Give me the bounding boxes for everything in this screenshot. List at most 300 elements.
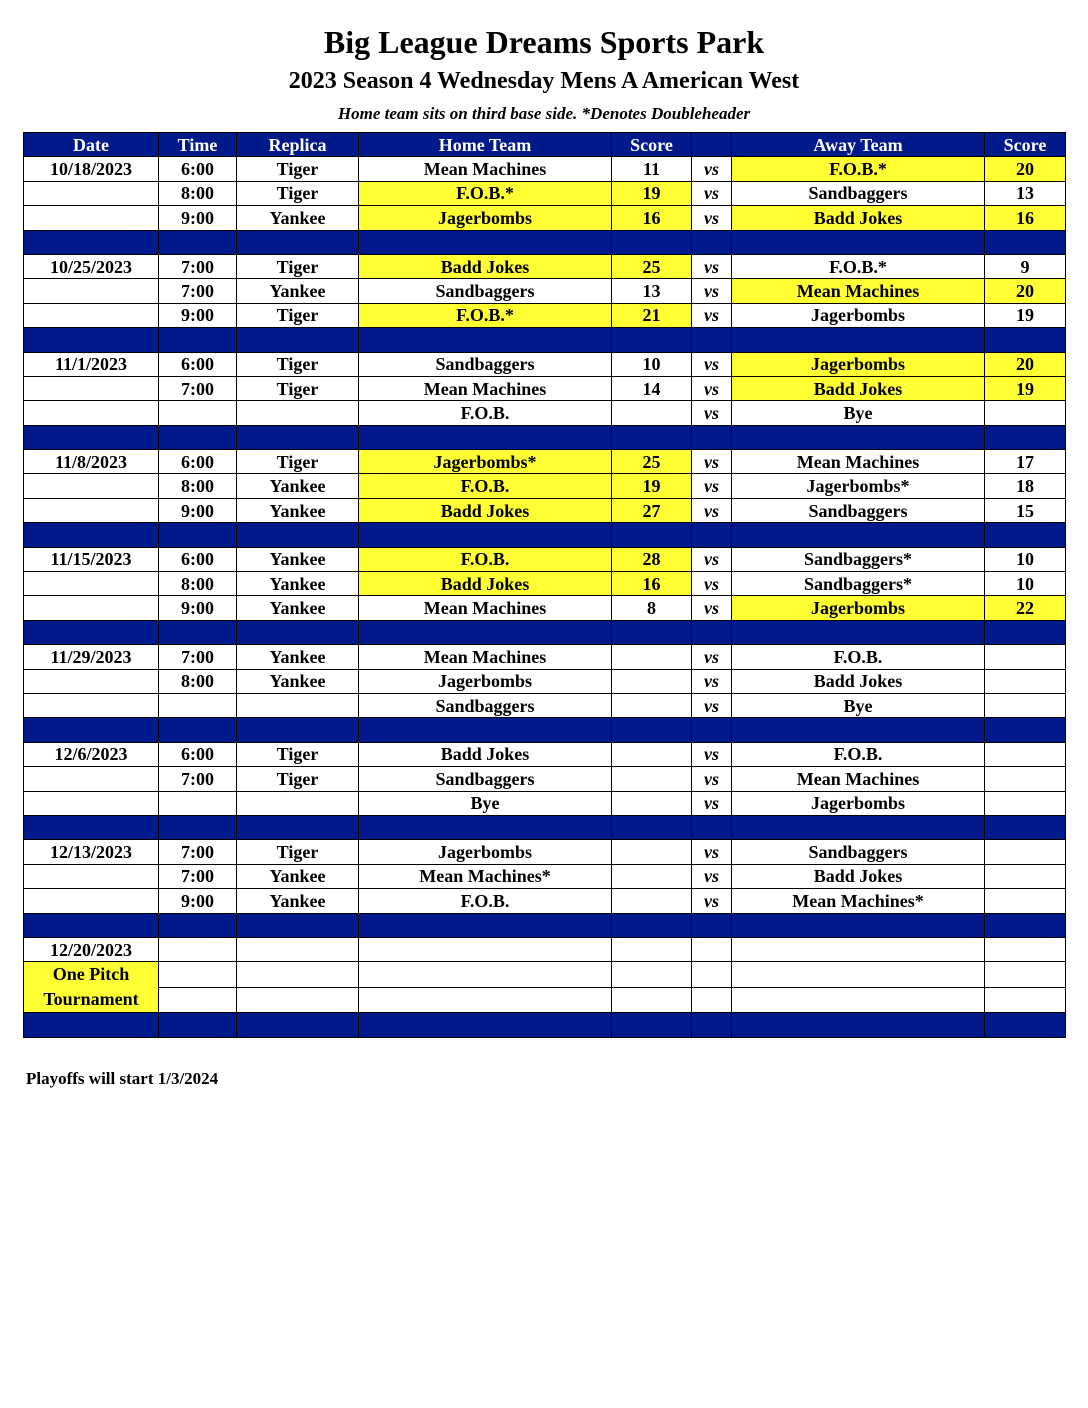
away-team-cell: Jagerbombs [732, 791, 985, 815]
separator-cell [24, 523, 159, 547]
table-row [24, 157, 1066, 181]
replica-cell: Yankee [237, 279, 359, 303]
away-team-cell: F.O.B.* [732, 157, 985, 181]
table-row [24, 742, 1066, 766]
separator-cell [24, 1013, 159, 1037]
time-cell: 9:00 [159, 889, 237, 913]
home-team-cell: F.O.B.* [359, 181, 612, 205]
date-cell [24, 303, 159, 327]
away-score-cell [985, 693, 1066, 717]
empty-cell [612, 962, 692, 988]
time-cell: 7:00 [159, 376, 237, 400]
empty-cell [985, 962, 1066, 988]
home-team-cell: F.O.B. [359, 474, 612, 498]
home-score-cell [612, 767, 692, 791]
table-row [24, 596, 1066, 620]
column-header-home-score: Score [612, 133, 692, 157]
date-cell: 11/1/2023 [24, 352, 159, 376]
separator-cell [612, 230, 692, 254]
date-cell [24, 596, 159, 620]
schedule-body [24, 157, 1066, 1037]
separator-cell [985, 913, 1066, 937]
separator-cell [159, 425, 237, 449]
empty-cell [159, 987, 237, 1013]
vs-cell: vs [692, 376, 732, 400]
column-header-home-team: Home Team [359, 133, 612, 157]
separator-cell [732, 523, 985, 547]
date-cell: 11/29/2023 [24, 645, 159, 669]
separator-cell [732, 913, 985, 937]
empty-cell [692, 987, 732, 1013]
home-team-cell: Jagerbombs [359, 840, 612, 864]
table-row [24, 889, 1066, 913]
column-header-vs [692, 133, 732, 157]
vs-cell: vs [692, 693, 732, 717]
away-score-cell: 10 [985, 547, 1066, 571]
time-cell: 9:00 [159, 596, 237, 620]
separator-cell [237, 913, 359, 937]
separator-cell [692, 328, 732, 352]
away-score-cell: 19 [985, 376, 1066, 400]
separator-cell [732, 230, 985, 254]
separator-row [24, 913, 1066, 937]
column-header-date: Date [24, 133, 159, 157]
home-team-cell: F.O.B. [359, 401, 612, 425]
separator-row [24, 425, 1066, 449]
table-row [24, 791, 1066, 815]
separator-cell [612, 523, 692, 547]
date-cell [24, 474, 159, 498]
table-row [24, 840, 1066, 864]
vs-cell: vs [692, 840, 732, 864]
separator-cell [24, 718, 159, 742]
separator-cell [985, 1013, 1066, 1037]
separator-cell [985, 523, 1066, 547]
table-row [24, 962, 1066, 988]
home-score-cell: 19 [612, 181, 692, 205]
home-score-cell: 28 [612, 547, 692, 571]
separator-cell [24, 230, 159, 254]
date-cell [24, 376, 159, 400]
home-score-cell: 13 [612, 279, 692, 303]
time-cell: 7:00 [159, 645, 237, 669]
away-team-cell: Badd Jokes [732, 669, 985, 693]
separator-cell [732, 425, 985, 449]
away-team-cell: Badd Jokes [732, 206, 985, 230]
table-row [24, 474, 1066, 498]
separator-cell [159, 328, 237, 352]
vs-cell: vs [692, 401, 732, 425]
separator-cell [692, 230, 732, 254]
replica-cell: Yankee [237, 645, 359, 669]
replica-cell: Yankee [237, 864, 359, 888]
time-cell: 6:00 [159, 742, 237, 766]
replica-cell: Tiger [237, 303, 359, 327]
vs-cell: vs [692, 254, 732, 278]
empty-cell [237, 962, 359, 988]
replica-cell: Yankee [237, 572, 359, 596]
home-score-cell [612, 401, 692, 425]
away-score-cell [985, 742, 1066, 766]
date-cell: 12/20/2023 [24, 937, 159, 961]
separator-cell [612, 815, 692, 839]
vs-cell: vs [692, 791, 732, 815]
separator-cell [237, 230, 359, 254]
away-score-cell: 16 [985, 206, 1066, 230]
time-cell [159, 693, 237, 717]
separator-cell [237, 328, 359, 352]
separator-cell [359, 1013, 612, 1037]
empty-cell [237, 937, 359, 961]
time-cell: 8:00 [159, 669, 237, 693]
home-team-cell: Sandbaggers [359, 279, 612, 303]
home-team-cell: Bye [359, 791, 612, 815]
home-score-cell [612, 693, 692, 717]
away-score-cell: 9 [985, 254, 1066, 278]
separator-cell [359, 718, 612, 742]
separator-row [24, 1013, 1066, 1037]
away-score-cell [985, 767, 1066, 791]
home-team-cell: Mean Machines* [359, 864, 612, 888]
vs-cell: vs [692, 767, 732, 791]
empty-cell [692, 937, 732, 961]
empty-cell [985, 987, 1066, 1013]
vs-cell: vs [692, 889, 732, 913]
separator-row [24, 230, 1066, 254]
home-team-cell: Sandbaggers [359, 352, 612, 376]
separator-cell [692, 913, 732, 937]
date-cell: 12/13/2023 [24, 840, 159, 864]
home-team-cell: Mean Machines [359, 376, 612, 400]
separator-row [24, 620, 1066, 644]
date-cell [24, 791, 159, 815]
vs-cell: vs [692, 206, 732, 230]
away-score-cell: 20 [985, 279, 1066, 303]
separator-cell [159, 815, 237, 839]
table-row [24, 498, 1066, 522]
replica-cell: Yankee [237, 206, 359, 230]
away-team-cell: Jagerbombs* [732, 474, 985, 498]
home-score-cell: 14 [612, 376, 692, 400]
page-title: Big League Dreams Sports Park [323, 24, 765, 60]
time-cell: 6:00 [159, 450, 237, 474]
time-cell [159, 791, 237, 815]
separator-cell [359, 425, 612, 449]
home-score-cell: 19 [612, 474, 692, 498]
away-team-cell: F.O.B. [732, 742, 985, 766]
empty-cell [612, 987, 692, 1013]
vs-cell: vs [692, 742, 732, 766]
vs-cell: vs [692, 181, 732, 205]
replica-cell: Tiger [237, 352, 359, 376]
separator-cell [24, 425, 159, 449]
separator-cell [159, 718, 237, 742]
empty-cell [985, 937, 1066, 961]
away-team-cell: Badd Jokes [732, 864, 985, 888]
table-row [24, 303, 1066, 327]
table-row [24, 572, 1066, 596]
vs-cell: vs [692, 669, 732, 693]
table-row [24, 254, 1066, 278]
time-cell: 9:00 [159, 206, 237, 230]
header-note: Home team sits on third base side. *Denotes Doubleheader [337, 104, 751, 123]
time-cell: 9:00 [159, 498, 237, 522]
date-cell [24, 889, 159, 913]
replica-cell [237, 693, 359, 717]
away-score-cell [985, 889, 1066, 913]
empty-cell [359, 987, 612, 1013]
separator-row [24, 328, 1066, 352]
time-cell: 6:00 [159, 352, 237, 376]
table-row [24, 693, 1066, 717]
replica-cell: Yankee [237, 547, 359, 571]
separator-cell [732, 815, 985, 839]
replica-cell: Tiger [237, 181, 359, 205]
empty-cell [159, 937, 237, 961]
table-row [24, 767, 1066, 791]
home-team-cell: Badd Jokes [359, 742, 612, 766]
separator-cell [612, 425, 692, 449]
date-cell [24, 181, 159, 205]
time-cell: 7:00 [159, 864, 237, 888]
home-team-cell: F.O.B. [359, 547, 612, 571]
replica-cell [237, 791, 359, 815]
away-score-cell: 22 [985, 596, 1066, 620]
away-team-cell: Sandbaggers [732, 181, 985, 205]
table-row [24, 864, 1066, 888]
separator-cell [732, 328, 985, 352]
separator-cell [237, 1013, 359, 1037]
column-header-replica: Replica [237, 133, 359, 157]
home-score-cell [612, 669, 692, 693]
empty-cell [359, 937, 612, 961]
home-team-cell: Jagerbombs [359, 206, 612, 230]
date-cell [24, 669, 159, 693]
home-score-cell: 21 [612, 303, 692, 327]
home-score-cell [612, 645, 692, 669]
table-row [24, 401, 1066, 425]
home-team-cell: Mean Machines [359, 157, 612, 181]
replica-cell: Yankee [237, 474, 359, 498]
schedule-table [23, 132, 1066, 1038]
date-cell [24, 279, 159, 303]
separator-cell [612, 913, 692, 937]
away-team-cell: Sandbaggers [732, 840, 985, 864]
separator-cell [985, 620, 1066, 644]
time-cell: 7:00 [159, 279, 237, 303]
tournament-note-cell: One Pitch Tournament [24, 962, 159, 1013]
away-team-cell: F.O.B.* [732, 254, 985, 278]
separator-cell [237, 620, 359, 644]
separator-cell [732, 1013, 985, 1037]
away-score-cell [985, 669, 1066, 693]
date-cell [24, 401, 159, 425]
home-team-cell: Jagerbombs* [359, 450, 612, 474]
vs-cell: vs [692, 547, 732, 571]
away-team-cell: Mean Machines [732, 450, 985, 474]
separator-cell [985, 230, 1066, 254]
separator-cell [159, 620, 237, 644]
away-score-cell: 18 [985, 474, 1066, 498]
vs-cell: vs [692, 352, 732, 376]
playoffs-note: Playoffs will start 1/3/2024 [26, 1069, 219, 1088]
away-score-cell [985, 840, 1066, 864]
separator-cell [612, 620, 692, 644]
empty-cell [692, 962, 732, 988]
separator-cell [612, 1013, 692, 1037]
separator-row [24, 815, 1066, 839]
separator-row [24, 523, 1066, 547]
table-row [24, 352, 1066, 376]
home-score-cell: 25 [612, 254, 692, 278]
separator-cell [985, 718, 1066, 742]
separator-cell [692, 523, 732, 547]
table-row [24, 206, 1066, 230]
table-row [24, 987, 1066, 1013]
separator-cell [24, 815, 159, 839]
away-score-cell: 15 [985, 498, 1066, 522]
separator-cell [159, 230, 237, 254]
separator-cell [24, 620, 159, 644]
away-score-cell: 10 [985, 572, 1066, 596]
home-team-cell: Badd Jokes [359, 254, 612, 278]
separator-cell [985, 328, 1066, 352]
away-score-cell: 17 [985, 450, 1066, 474]
vs-cell: vs [692, 474, 732, 498]
date-cell [24, 206, 159, 230]
empty-cell [732, 937, 985, 961]
home-score-cell: 16 [612, 572, 692, 596]
table-row [24, 547, 1066, 571]
away-score-cell [985, 791, 1066, 815]
time-cell: 7:00 [159, 840, 237, 864]
table-row [24, 181, 1066, 205]
separator-row [24, 718, 1066, 742]
home-score-cell [612, 864, 692, 888]
time-cell: 7:00 [159, 767, 237, 791]
date-cell: 10/25/2023 [24, 254, 159, 278]
home-score-cell [612, 742, 692, 766]
vs-cell: vs [692, 303, 732, 327]
home-team-cell: F.O.B.* [359, 303, 612, 327]
away-score-cell: 20 [985, 157, 1066, 181]
date-cell: 11/8/2023 [24, 450, 159, 474]
separator-cell [237, 523, 359, 547]
home-team-cell: Badd Jokes [359, 572, 612, 596]
separator-cell [692, 1013, 732, 1037]
time-cell: 6:00 [159, 157, 237, 181]
home-team-cell: Sandbaggers [359, 693, 612, 717]
separator-cell [985, 815, 1066, 839]
column-header-time: Time [159, 133, 237, 157]
away-team-cell: Mean Machines [732, 767, 985, 791]
away-team-cell: Jagerbombs [732, 596, 985, 620]
empty-cell [732, 962, 985, 988]
separator-cell [359, 523, 612, 547]
date-cell [24, 498, 159, 522]
replica-cell: Tiger [237, 840, 359, 864]
vs-cell: vs [692, 864, 732, 888]
separator-cell [692, 718, 732, 742]
vs-cell: vs [692, 157, 732, 181]
separator-cell [732, 620, 985, 644]
away-team-cell: Sandbaggers* [732, 547, 985, 571]
separator-cell [359, 815, 612, 839]
away-team-cell: Sandbaggers [732, 498, 985, 522]
replica-cell: Tiger [237, 450, 359, 474]
time-cell: 9:00 [159, 303, 237, 327]
replica-cell: Tiger [237, 767, 359, 791]
away-score-cell [985, 401, 1066, 425]
away-score-cell: 19 [985, 303, 1066, 327]
home-team-cell: F.O.B. [359, 889, 612, 913]
separator-cell [612, 328, 692, 352]
replica-cell: Tiger [237, 157, 359, 181]
away-team-cell: Jagerbombs [732, 352, 985, 376]
replica-cell: Tiger [237, 742, 359, 766]
table-row [24, 279, 1066, 303]
separator-cell [159, 1013, 237, 1037]
away-score-cell [985, 864, 1066, 888]
home-score-cell: 8 [612, 596, 692, 620]
vs-cell: vs [692, 279, 732, 303]
separator-cell [692, 620, 732, 644]
away-team-cell: Mean Machines* [732, 889, 985, 913]
home-score-cell: 10 [612, 352, 692, 376]
separator-cell [359, 328, 612, 352]
vs-cell: vs [692, 572, 732, 596]
separator-cell [612, 718, 692, 742]
time-cell: 8:00 [159, 181, 237, 205]
separator-cell [159, 913, 237, 937]
away-team-cell: Bye [732, 693, 985, 717]
home-score-cell [612, 889, 692, 913]
empty-cell [159, 962, 237, 988]
away-score-cell [985, 645, 1066, 669]
replica-cell: Yankee [237, 669, 359, 693]
separator-cell [692, 425, 732, 449]
separator-cell [237, 815, 359, 839]
table-row [24, 937, 1066, 961]
vs-cell: vs [692, 450, 732, 474]
vs-cell: vs [692, 645, 732, 669]
home-score-cell: 25 [612, 450, 692, 474]
column-header-away-team: Away Team [732, 133, 985, 157]
replica-cell: Yankee [237, 596, 359, 620]
separator-cell [359, 913, 612, 937]
away-score-cell: 13 [985, 181, 1066, 205]
time-cell [159, 401, 237, 425]
time-cell: 7:00 [159, 254, 237, 278]
table-row [24, 645, 1066, 669]
empty-cell [732, 987, 985, 1013]
replica-cell [237, 401, 359, 425]
home-score-cell [612, 791, 692, 815]
home-team-cell: Mean Machines [359, 596, 612, 620]
date-cell: 11/15/2023 [24, 547, 159, 571]
away-team-cell: F.O.B. [732, 645, 985, 669]
table-row [24, 376, 1066, 400]
home-team-cell: Jagerbombs [359, 669, 612, 693]
column-header-away-score: Score [985, 133, 1066, 157]
separator-cell [159, 523, 237, 547]
home-team-cell: Mean Machines [359, 645, 612, 669]
page-subtitle: 2023 Season 4 Wednesday Mens A American West [288, 68, 800, 94]
separator-cell [732, 718, 985, 742]
date-cell [24, 864, 159, 888]
separator-cell [24, 328, 159, 352]
away-team-cell: Mean Machines [732, 279, 985, 303]
